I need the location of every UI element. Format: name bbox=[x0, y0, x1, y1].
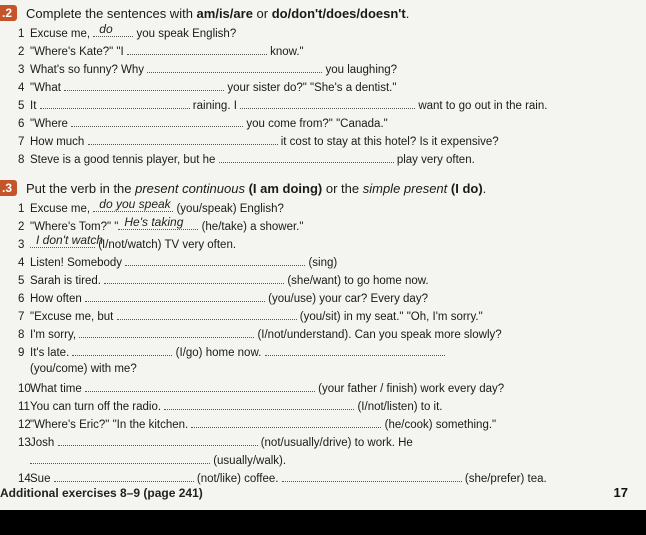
answer-blank[interactable] bbox=[64, 77, 224, 91]
sentence-text: (he/cook) something." bbox=[381, 419, 497, 431]
sentence-text: (I/not/watch) TV very often. bbox=[95, 239, 237, 251]
sentence-text: know." bbox=[270, 46, 304, 58]
item-number: 7 bbox=[18, 311, 25, 323]
sentence-text: (not/usually/drive) to work. He bbox=[257, 437, 413, 449]
exercise-line bbox=[0, 41, 646, 59]
answer-blank[interactable] bbox=[240, 95, 415, 109]
exercise-line bbox=[0, 450, 646, 468]
exercise-line bbox=[0, 77, 646, 95]
sentence-text: Josh bbox=[30, 437, 58, 449]
answer-blank[interactable] bbox=[85, 288, 265, 302]
exercise-line bbox=[0, 324, 646, 342]
exercise-line bbox=[0, 414, 646, 432]
item-number: 8 bbox=[18, 154, 25, 166]
answer-blank[interactable] bbox=[30, 450, 210, 464]
sentence-text: (your father / finish) work every day? bbox=[314, 383, 505, 395]
item-number: 7 bbox=[18, 136, 25, 148]
item-number: 1 bbox=[18, 28, 25, 40]
exercise-number: .3 bbox=[0, 180, 17, 196]
sentence-text: How often bbox=[30, 293, 85, 305]
item-number: 13 bbox=[18, 437, 31, 449]
sentence-text: Excuse me, bbox=[30, 203, 94, 215]
exercise-line bbox=[0, 113, 646, 131]
exercise-line bbox=[0, 432, 646, 450]
item-number: 3 bbox=[18, 64, 25, 76]
exercise-line bbox=[0, 131, 646, 149]
answer-blank[interactable] bbox=[54, 468, 194, 482]
answer-blank[interactable] bbox=[147, 59, 322, 73]
handwritten-answer: He's taking bbox=[124, 215, 184, 229]
additional-exercises-link[interactable]: Additional exercises 8–9 (page 241) bbox=[0, 486, 203, 500]
item-number: 4 bbox=[18, 82, 25, 94]
sentence-text: want to go out in the rain. bbox=[418, 100, 548, 112]
sentence-text: (I/go) home now. bbox=[172, 347, 265, 359]
exercise-line bbox=[0, 216, 646, 234]
page-footer bbox=[0, 481, 646, 503]
page-number: 17 bbox=[613, 485, 628, 500]
item-number: 5 bbox=[18, 275, 25, 287]
sentence-text: (sing) bbox=[305, 257, 338, 269]
exercise-line bbox=[0, 270, 646, 288]
item-number: 6 bbox=[18, 293, 25, 305]
sentence-text: your sister do?" "She's a dentist." bbox=[227, 82, 397, 94]
sentence-text: How much bbox=[30, 136, 88, 148]
answer-blank[interactable] bbox=[93, 23, 133, 37]
sentence-text: I'm sorry, bbox=[30, 329, 80, 341]
answer-blank[interactable] bbox=[118, 216, 198, 230]
answer-blank[interactable] bbox=[282, 468, 462, 482]
answer-blank[interactable] bbox=[71, 113, 243, 127]
answer-blank[interactable] bbox=[191, 414, 381, 428]
answer-blank[interactable] bbox=[72, 342, 172, 356]
sentence-text: Listen! Somebody bbox=[30, 257, 126, 269]
exercise-line bbox=[0, 149, 646, 167]
sentence-text: (I/not/understand). Can you speak more slowly? bbox=[254, 329, 502, 341]
sentence-text: Excuse me, bbox=[30, 28, 94, 40]
sentence-text: "Where's Tom?" " bbox=[30, 221, 119, 233]
answer-blank[interactable] bbox=[58, 432, 258, 446]
answer-blank[interactable] bbox=[219, 149, 394, 163]
handwritten-answer: I don't watch bbox=[36, 233, 103, 247]
sentence-text: It's late. bbox=[30, 347, 73, 359]
item-number: 9 bbox=[18, 347, 25, 359]
answer-blank[interactable] bbox=[104, 270, 284, 284]
exercise-number: .2 bbox=[0, 5, 17, 21]
exercise-line bbox=[0, 378, 646, 396]
exercise-line bbox=[0, 23, 646, 41]
sentence-text: "Where's Kate?" "I bbox=[30, 46, 127, 58]
answer-blank[interactable] bbox=[79, 324, 254, 338]
exercise-2-header bbox=[0, 3, 646, 23]
exercise-3-header bbox=[0, 178, 646, 198]
exercise-line bbox=[0, 288, 646, 306]
handwritten-answer: do bbox=[99, 22, 113, 36]
item-number: 6 bbox=[18, 118, 25, 130]
sentence-text: (she/want) to go home now. bbox=[284, 275, 429, 287]
item-number: 2 bbox=[18, 46, 25, 58]
exercise-2-items bbox=[0, 23, 646, 167]
sentence-text: (usually/walk). bbox=[210, 455, 287, 467]
exercise-line bbox=[0, 95, 646, 113]
sentence-text: Sue bbox=[30, 473, 54, 485]
exercise-line bbox=[0, 234, 646, 252]
item-number: 2 bbox=[18, 221, 25, 233]
item-number: 3 bbox=[18, 239, 25, 251]
sentence-text: play very often. bbox=[396, 154, 475, 166]
answer-blank[interactable] bbox=[164, 396, 354, 410]
sentence-text: (I/not/listen) to it. bbox=[354, 401, 443, 413]
sentence-text: raining. I bbox=[192, 100, 241, 112]
sentence-text: You can turn off the radio. bbox=[30, 401, 165, 413]
sentence-text: (you/sit) in my seat." "Oh, I'm sorry." bbox=[296, 311, 483, 323]
sentence-text: "Where bbox=[30, 118, 72, 130]
sentence-text: Steve is a good tennis player, but he bbox=[30, 154, 219, 166]
exercise-instructions: Complete the sentences with am/is/are or do/don't/does/doesn't. bbox=[26, 6, 410, 21]
sentence-text: you laughing? bbox=[325, 64, 398, 76]
item-number: 14 bbox=[18, 473, 31, 485]
exercise-3 bbox=[0, 178, 646, 486]
answer-blank[interactable] bbox=[30, 233, 103, 248]
item-number: 8 bbox=[18, 329, 25, 341]
exercise-3-items bbox=[0, 198, 646, 486]
sentence-text: "Excuse me, but bbox=[30, 311, 117, 323]
sentence-text: "Where's Eric?" "In the kitchen. bbox=[30, 419, 192, 431]
exercise-line bbox=[0, 252, 646, 270]
sentence-text: it cost to stay at this hotel? Is it expensive? bbox=[280, 136, 499, 148]
bottom-black-band bbox=[0, 510, 646, 535]
sentence-text: you come from?" "Canada." bbox=[246, 118, 388, 130]
exercise-line bbox=[0, 360, 646, 378]
item-number: 4 bbox=[18, 257, 25, 269]
sentence-text: (she/prefer) tea. bbox=[461, 473, 547, 485]
item-number: 12 bbox=[18, 419, 31, 431]
answer-blank[interactable] bbox=[265, 342, 445, 356]
sentence-text: Sarah is tired. bbox=[30, 275, 105, 287]
sentence-text: (you/use) your car? Every day? bbox=[264, 293, 428, 305]
sentence-text: (you/come) with me? bbox=[30, 363, 137, 375]
answer-blank[interactable] bbox=[88, 131, 278, 145]
sentence-text: What's so funny? Why bbox=[30, 64, 148, 76]
sentence-text: (you/speak) English? bbox=[173, 203, 284, 215]
sentence-text: What time bbox=[30, 383, 85, 395]
item-number: 5 bbox=[18, 100, 25, 112]
sentence-text: (he/take) a shower." bbox=[198, 221, 304, 233]
item-number: 10 bbox=[18, 383, 31, 395]
exercise-2 bbox=[0, 3, 646, 167]
exercise-line bbox=[0, 342, 646, 360]
answer-blank[interactable] bbox=[93, 198, 173, 212]
sentence-text: (not/like) coffee. bbox=[193, 473, 282, 485]
answer-blank[interactable] bbox=[127, 41, 267, 55]
exercise-line bbox=[0, 198, 646, 216]
answer-blank[interactable] bbox=[125, 252, 305, 266]
sentence-text: "What bbox=[30, 82, 65, 94]
answer-blank[interactable] bbox=[40, 95, 190, 109]
item-number: 1 bbox=[18, 203, 25, 215]
sentence-text: It bbox=[30, 100, 40, 112]
sentence-text: you speak English? bbox=[136, 28, 237, 40]
exercise-line bbox=[0, 306, 646, 324]
exercise-line bbox=[0, 59, 646, 77]
answer-blank[interactable] bbox=[117, 306, 297, 320]
exercise-instructions: Put the verb in the present continuous (I am doing) or the simple present (I do). bbox=[26, 181, 487, 196]
answer-blank[interactable] bbox=[85, 378, 315, 392]
exercise-line bbox=[0, 396, 646, 414]
item-number: 11 bbox=[18, 401, 30, 413]
handwritten-answer: do you speak bbox=[99, 197, 171, 211]
